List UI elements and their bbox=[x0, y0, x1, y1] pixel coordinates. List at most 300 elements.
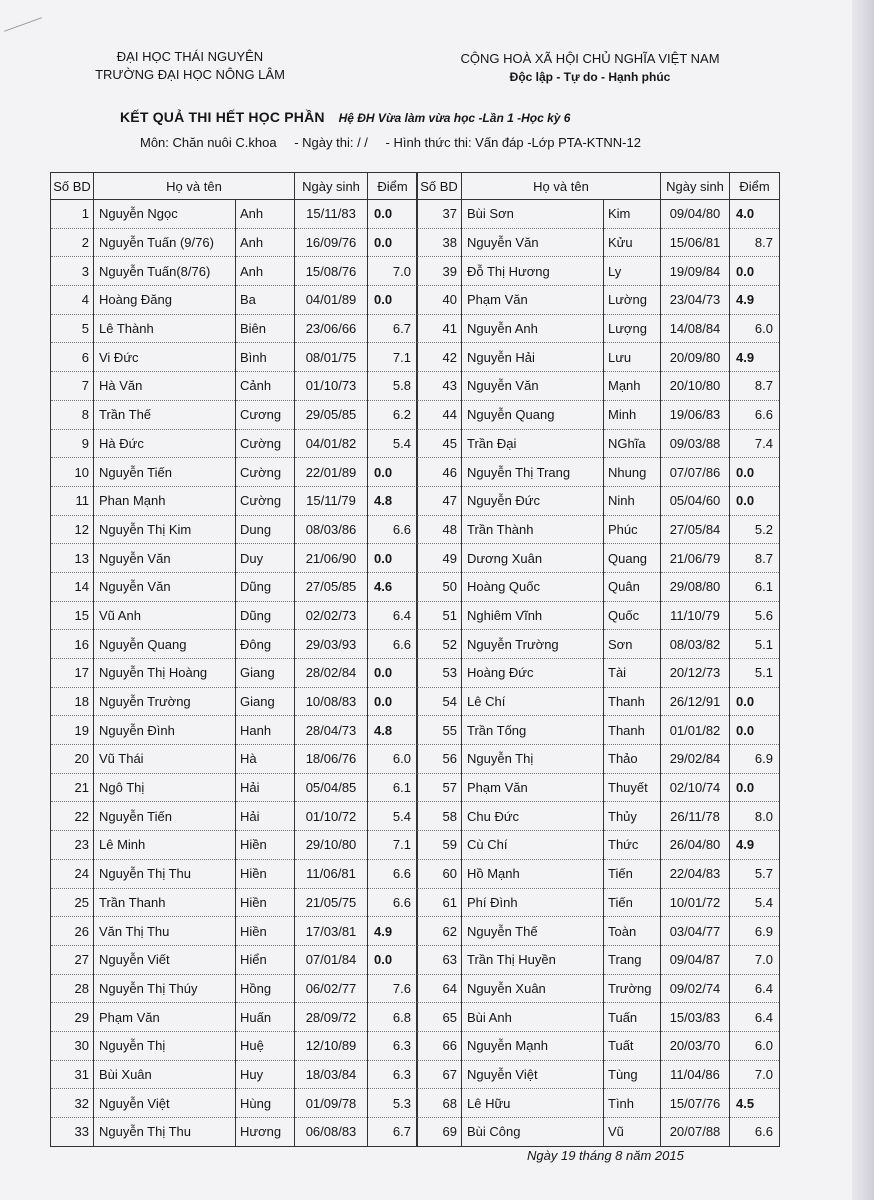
student-number: 40 bbox=[417, 286, 462, 315]
student-dob: 02/10/74 bbox=[661, 773, 730, 802]
student-dob: 23/04/73 bbox=[661, 286, 730, 315]
student-surname: Phạm Văn bbox=[462, 773, 604, 802]
student-given-name: Quốc bbox=[604, 601, 661, 630]
student-dob: 15/08/76 bbox=[295, 257, 368, 286]
student-number: 52 bbox=[417, 630, 462, 659]
student-score: 6.9 bbox=[730, 917, 780, 946]
student-given-name: Dung bbox=[236, 515, 295, 544]
table-row bbox=[417, 1060, 780, 1089]
student-number: 46 bbox=[417, 458, 462, 487]
student-given-name: Biên bbox=[236, 314, 295, 343]
student-surname: Ngô Thị bbox=[94, 773, 236, 802]
student-number: 62 bbox=[417, 917, 462, 946]
student-number: 63 bbox=[417, 945, 462, 974]
student-number: 39 bbox=[417, 257, 462, 286]
student-given-name: Thuyết bbox=[604, 773, 661, 802]
student-score: 4.9 bbox=[368, 917, 418, 946]
student-dob: 22/01/89 bbox=[295, 458, 368, 487]
table-row bbox=[51, 974, 418, 1003]
student-score: 6.6 bbox=[368, 859, 418, 888]
student-dob: 21/05/75 bbox=[295, 888, 368, 917]
country-name: CỘNG HOÀ XÃ HỘI CHỦ NGHĨA VIỆT NAM bbox=[460, 51, 720, 66]
student-score: 4.9 bbox=[730, 286, 780, 315]
student-surname: Trần Tống bbox=[462, 716, 604, 745]
header-ngay-sinh: Ngày sinh bbox=[295, 173, 368, 200]
table-row bbox=[417, 343, 780, 372]
student-number: 5 bbox=[51, 314, 94, 343]
student-number: 54 bbox=[417, 687, 462, 716]
student-number: 19 bbox=[51, 716, 94, 745]
student-score: 4.9 bbox=[730, 343, 780, 372]
student-surname: Dương Xuân bbox=[462, 544, 604, 573]
student-surname: Trần Thị Huyền bbox=[462, 945, 604, 974]
student-dob: 15/11/83 bbox=[295, 200, 368, 229]
student-dob: 29/05/85 bbox=[295, 400, 368, 429]
student-surname: Lê Minh bbox=[94, 831, 236, 860]
student-score: 4.0 bbox=[730, 200, 780, 229]
table-row bbox=[51, 917, 418, 946]
student-number: 50 bbox=[417, 572, 462, 601]
student-given-name: Anh bbox=[236, 200, 295, 229]
student-surname: Đỗ Thị Hương bbox=[462, 257, 604, 286]
student-given-name: Cường bbox=[236, 458, 295, 487]
student-dob: 11/04/86 bbox=[661, 1060, 730, 1089]
document-title: KẾT QUẢ THI HẾT HỌC PHẦN bbox=[120, 109, 325, 125]
student-dob: 20/03/70 bbox=[661, 1031, 730, 1060]
student-given-name: Ba bbox=[236, 286, 295, 315]
student-number: 38 bbox=[417, 228, 462, 257]
table-row bbox=[417, 917, 780, 946]
student-given-name: Tiến bbox=[604, 888, 661, 917]
student-number: 10 bbox=[51, 458, 94, 487]
student-dob: 10/08/83 bbox=[295, 687, 368, 716]
student-score: 0.0 bbox=[368, 286, 418, 315]
student-score: 0.0 bbox=[730, 486, 780, 515]
table-row bbox=[417, 974, 780, 1003]
student-number: 44 bbox=[417, 400, 462, 429]
student-surname: Hà Đức bbox=[94, 429, 236, 458]
student-dob: 29/02/84 bbox=[661, 745, 730, 774]
header-so-bd: Số BD bbox=[51, 173, 94, 200]
student-score: 5.4 bbox=[368, 802, 418, 831]
student-score: 6.0 bbox=[730, 314, 780, 343]
student-given-name: Hùng bbox=[236, 1089, 295, 1118]
student-surname: Nguyễn Thị Thu bbox=[94, 859, 236, 888]
student-dob: 09/03/88 bbox=[661, 429, 730, 458]
student-given-name: Tài bbox=[604, 659, 661, 688]
student-number: 12 bbox=[51, 515, 94, 544]
table-row bbox=[417, 515, 780, 544]
table-row bbox=[51, 630, 418, 659]
student-number: 14 bbox=[51, 572, 94, 601]
table-row bbox=[51, 486, 418, 515]
table-row bbox=[51, 228, 418, 257]
table-row bbox=[51, 200, 418, 229]
student-surname: Nguyễn Ngọc bbox=[94, 200, 236, 229]
student-dob: 01/10/72 bbox=[295, 802, 368, 831]
university-name: ĐẠI HỌC THÁI NGUYÊN bbox=[116, 49, 264, 64]
header-so-bd: Số BD bbox=[417, 173, 462, 200]
student-surname: Hoàng Quốc bbox=[462, 572, 604, 601]
student-number: 65 bbox=[417, 1003, 462, 1032]
student-score: 6.4 bbox=[730, 1003, 780, 1032]
student-surname: Văn Thị Thu bbox=[94, 917, 236, 946]
table-row bbox=[417, 630, 780, 659]
student-surname: Hoàng Đăng bbox=[94, 286, 236, 315]
student-number: 4 bbox=[51, 286, 94, 315]
student-given-name: Anh bbox=[236, 228, 295, 257]
student-given-name: Thanh bbox=[604, 716, 661, 745]
student-given-name: Ly bbox=[604, 257, 661, 286]
student-score: 5.2 bbox=[730, 515, 780, 544]
student-score: 6.4 bbox=[368, 601, 418, 630]
student-given-name: Hiển bbox=[236, 945, 295, 974]
student-given-name: Thanh bbox=[604, 687, 661, 716]
table-row bbox=[417, 716, 780, 745]
student-given-name: Tùng bbox=[604, 1060, 661, 1089]
student-dob: 20/10/80 bbox=[661, 372, 730, 401]
student-given-name: Hiền bbox=[236, 888, 295, 917]
student-number: 47 bbox=[417, 486, 462, 515]
student-number: 28 bbox=[51, 974, 94, 1003]
table-row bbox=[417, 859, 780, 888]
student-dob: 27/05/84 bbox=[661, 515, 730, 544]
table-row bbox=[417, 544, 780, 573]
student-score: 6.7 bbox=[368, 1118, 418, 1147]
student-score: 5.7 bbox=[730, 859, 780, 888]
table-row bbox=[51, 1089, 418, 1118]
student-given-name: Thủy bbox=[604, 802, 661, 831]
student-given-name: Sơn bbox=[604, 630, 661, 659]
student-score: 8.7 bbox=[730, 544, 780, 573]
table-row bbox=[417, 773, 780, 802]
table-row bbox=[51, 429, 418, 458]
student-surname: Nguyễn Thị Thu bbox=[94, 1118, 236, 1147]
student-dob: 07/07/86 bbox=[661, 458, 730, 487]
student-score: 7.0 bbox=[730, 945, 780, 974]
student-surname: Nguyễn Quang bbox=[462, 400, 604, 429]
student-number: 60 bbox=[417, 859, 462, 888]
table-row bbox=[417, 429, 780, 458]
student-dob: 05/04/85 bbox=[295, 773, 368, 802]
student-dob: 20/07/88 bbox=[661, 1118, 730, 1147]
student-surname: Nguyễn Trường bbox=[462, 630, 604, 659]
student-dob: 10/01/72 bbox=[661, 888, 730, 917]
student-surname: Nguyễn Tuấn(8/76) bbox=[94, 257, 236, 286]
table-row bbox=[417, 745, 780, 774]
subject: Môn: Chăn nuôi C.khoa bbox=[140, 135, 277, 150]
student-given-name: Giang bbox=[236, 687, 295, 716]
student-given-name: Tuấn bbox=[604, 1003, 661, 1032]
student-given-name: Lường bbox=[604, 286, 661, 315]
student-score: 6.1 bbox=[368, 773, 418, 802]
student-number: 42 bbox=[417, 343, 462, 372]
student-score: 7.0 bbox=[730, 1060, 780, 1089]
student-given-name: Kim bbox=[604, 200, 661, 229]
student-surname: Nguyễn Thị Kim bbox=[94, 515, 236, 544]
student-number: 59 bbox=[417, 831, 462, 860]
student-number: 53 bbox=[417, 659, 462, 688]
student-surname: Nguyễn Tuấn (9/76) bbox=[94, 228, 236, 257]
table-row bbox=[417, 1089, 780, 1118]
student-number: 26 bbox=[51, 917, 94, 946]
student-dob: 22/04/83 bbox=[661, 859, 730, 888]
student-surname: Bùi Xuân bbox=[94, 1060, 236, 1089]
student-surname: Trần Thành bbox=[462, 515, 604, 544]
student-dob: 20/09/80 bbox=[661, 343, 730, 372]
student-number: 57 bbox=[417, 773, 462, 802]
student-number: 61 bbox=[417, 888, 462, 917]
table-row bbox=[417, 228, 780, 257]
student-score: 5.4 bbox=[730, 888, 780, 917]
student-dob: 18/06/76 bbox=[295, 745, 368, 774]
student-given-name: Trang bbox=[604, 945, 661, 974]
student-number: 24 bbox=[51, 859, 94, 888]
student-number: 45 bbox=[417, 429, 462, 458]
student-number: 31 bbox=[51, 1060, 94, 1089]
student-dob: 29/10/80 bbox=[295, 831, 368, 860]
student-dob: 01/09/78 bbox=[295, 1089, 368, 1118]
student-surname: Cù Chí bbox=[462, 831, 604, 860]
student-given-name: Cường bbox=[236, 486, 295, 515]
student-dob: 15/06/81 bbox=[661, 228, 730, 257]
student-surname: Hoàng Đức bbox=[462, 659, 604, 688]
student-number: 7 bbox=[51, 372, 94, 401]
student-number: 8 bbox=[51, 400, 94, 429]
table-row bbox=[51, 343, 418, 372]
student-number: 68 bbox=[417, 1089, 462, 1118]
student-given-name: Hương bbox=[236, 1118, 295, 1147]
student-score: 4.9 bbox=[730, 831, 780, 860]
national-header bbox=[440, 50, 740, 86]
student-score: 0.0 bbox=[368, 228, 418, 257]
table-row bbox=[417, 200, 780, 229]
student-dob: 21/06/90 bbox=[295, 544, 368, 573]
table-row bbox=[51, 515, 418, 544]
student-number: 3 bbox=[51, 257, 94, 286]
student-number: 9 bbox=[51, 429, 94, 458]
student-given-name: Kửu bbox=[604, 228, 661, 257]
table-row bbox=[417, 1031, 780, 1060]
student-number: 20 bbox=[51, 745, 94, 774]
student-score: 4.5 bbox=[730, 1089, 780, 1118]
student-score: 6.4 bbox=[730, 974, 780, 1003]
student-given-name: Anh bbox=[236, 257, 295, 286]
student-score: 0.0 bbox=[368, 200, 418, 229]
student-surname: Lê Hữu bbox=[462, 1089, 604, 1118]
student-dob: 11/10/79 bbox=[661, 601, 730, 630]
student-number: 41 bbox=[417, 314, 462, 343]
student-dob: 26/04/80 bbox=[661, 831, 730, 860]
student-given-name: Huệ bbox=[236, 1031, 295, 1060]
student-dob: 06/02/77 bbox=[295, 974, 368, 1003]
exam-info bbox=[140, 135, 655, 150]
student-given-name: Hiền bbox=[236, 859, 295, 888]
results-table-left bbox=[50, 172, 418, 1147]
student-dob: 29/08/80 bbox=[661, 572, 730, 601]
student-score: 7.1 bbox=[368, 831, 418, 860]
student-number: 18 bbox=[51, 687, 94, 716]
student-dob: 09/04/80 bbox=[661, 200, 730, 229]
header-ho-ten: Họ và tên bbox=[462, 173, 661, 200]
student-score: 4.8 bbox=[368, 716, 418, 745]
student-score: 5.1 bbox=[730, 659, 780, 688]
student-score: 5.6 bbox=[730, 601, 780, 630]
student-score: 6.0 bbox=[730, 1031, 780, 1060]
student-score: 7.0 bbox=[368, 257, 418, 286]
table-row bbox=[51, 888, 418, 917]
table-row bbox=[417, 257, 780, 286]
student-dob: 15/11/79 bbox=[295, 486, 368, 515]
table-row bbox=[417, 802, 780, 831]
student-surname: Nguyễn Xuân bbox=[462, 974, 604, 1003]
table-row bbox=[417, 458, 780, 487]
header-diem: Điểm bbox=[730, 173, 780, 200]
student-score: 6.9 bbox=[730, 745, 780, 774]
student-surname: Nguyễn Thế bbox=[462, 917, 604, 946]
student-dob: 23/06/66 bbox=[295, 314, 368, 343]
student-score: 0.0 bbox=[368, 687, 418, 716]
table-row bbox=[51, 1118, 418, 1147]
student-number: 66 bbox=[417, 1031, 462, 1060]
student-number: 11 bbox=[51, 486, 94, 515]
student-score: 6.3 bbox=[368, 1031, 418, 1060]
table-row bbox=[51, 687, 418, 716]
student-dob: 09/04/87 bbox=[661, 945, 730, 974]
student-surname: Nguyễn Văn bbox=[462, 372, 604, 401]
student-given-name: NGhĩa bbox=[604, 429, 661, 458]
student-number: 32 bbox=[51, 1089, 94, 1118]
student-dob: 01/01/82 bbox=[661, 716, 730, 745]
table-row bbox=[417, 945, 780, 974]
student-number: 48 bbox=[417, 515, 462, 544]
student-number: 17 bbox=[51, 659, 94, 688]
student-number: 2 bbox=[51, 228, 94, 257]
header-diem: Điểm bbox=[368, 173, 418, 200]
exam-format: - Hình thức thi: Vấn đáp -Lớp PTA-KTNN-12 bbox=[385, 135, 641, 150]
student-dob: 17/03/81 bbox=[295, 917, 368, 946]
table-row bbox=[51, 400, 418, 429]
student-score: 0.0 bbox=[730, 716, 780, 745]
student-dob: 04/01/82 bbox=[295, 429, 368, 458]
student-dob: 20/12/73 bbox=[661, 659, 730, 688]
table-row bbox=[51, 659, 418, 688]
institution-header bbox=[60, 48, 320, 84]
student-dob: 15/03/83 bbox=[661, 1003, 730, 1032]
student-number: 1 bbox=[51, 200, 94, 229]
student-surname: Nguyễn Văn bbox=[94, 544, 236, 573]
student-dob: 15/07/76 bbox=[661, 1089, 730, 1118]
student-given-name: Hiền bbox=[236, 917, 295, 946]
student-surname: Trần Thanh bbox=[94, 888, 236, 917]
student-score: 6.6 bbox=[368, 630, 418, 659]
student-score: 5.3 bbox=[368, 1089, 418, 1118]
student-surname: Trần Đại bbox=[462, 429, 604, 458]
table-row bbox=[51, 601, 418, 630]
student-given-name: Mạnh bbox=[604, 372, 661, 401]
student-number: 29 bbox=[51, 1003, 94, 1032]
student-given-name: Hải bbox=[236, 773, 295, 802]
results-table-right bbox=[416, 172, 780, 1147]
student-surname: Nguyễn Thị Thúy bbox=[94, 974, 236, 1003]
signing-date: Ngày 19 tháng 8 năm 2015 bbox=[527, 1148, 684, 1163]
student-surname: Nguyễn Việt bbox=[462, 1060, 604, 1089]
student-given-name: Quân bbox=[604, 572, 661, 601]
student-dob: 04/01/89 bbox=[295, 286, 368, 315]
student-number: 37 bbox=[417, 200, 462, 229]
student-surname: Nguyễn Tiến bbox=[94, 802, 236, 831]
student-score: 6.2 bbox=[368, 400, 418, 429]
student-surname: Nguyễn Việt bbox=[94, 1089, 236, 1118]
table-row bbox=[417, 888, 780, 917]
table-row bbox=[417, 601, 780, 630]
student-number: 23 bbox=[51, 831, 94, 860]
student-score: 7.1 bbox=[368, 343, 418, 372]
student-score: 4.6 bbox=[368, 572, 418, 601]
student-given-name: Hanh bbox=[236, 716, 295, 745]
table-row bbox=[51, 716, 418, 745]
student-given-name: Thức bbox=[604, 831, 661, 860]
student-score: 6.0 bbox=[368, 745, 418, 774]
student-number: 16 bbox=[51, 630, 94, 659]
student-number: 43 bbox=[417, 372, 462, 401]
student-surname: Nguyễn Đức bbox=[462, 486, 604, 515]
student-surname: Nguyễn Tiến bbox=[94, 458, 236, 487]
table-row bbox=[417, 486, 780, 515]
student-dob: 11/06/81 bbox=[295, 859, 368, 888]
student-dob: 01/10/73 bbox=[295, 372, 368, 401]
student-surname: Hồ Mạnh bbox=[462, 859, 604, 888]
scan-edge bbox=[852, 0, 874, 1200]
student-given-name: Huấn bbox=[236, 1003, 295, 1032]
student-given-name: Cường bbox=[236, 429, 295, 458]
table-row bbox=[51, 945, 418, 974]
table-row bbox=[417, 286, 780, 315]
student-given-name: Duy bbox=[236, 544, 295, 573]
student-dob: 19/06/83 bbox=[661, 400, 730, 429]
table-row bbox=[417, 372, 780, 401]
student-number: 67 bbox=[417, 1060, 462, 1089]
student-surname: Hà Văn bbox=[94, 372, 236, 401]
student-surname: Vi Đức bbox=[94, 343, 236, 372]
student-score: 8.0 bbox=[730, 802, 780, 831]
student-score: 6.8 bbox=[368, 1003, 418, 1032]
table-row bbox=[417, 314, 780, 343]
student-given-name: Quang bbox=[604, 544, 661, 573]
student-score: 8.7 bbox=[730, 228, 780, 257]
student-surname: Nguyễn Thị bbox=[462, 745, 604, 774]
student-given-name: Bình bbox=[236, 343, 295, 372]
student-score: 8.7 bbox=[730, 372, 780, 401]
student-dob: 29/03/93 bbox=[295, 630, 368, 659]
student-number: 25 bbox=[51, 888, 94, 917]
student-score: 6.1 bbox=[730, 572, 780, 601]
student-number: 21 bbox=[51, 773, 94, 802]
student-number: 30 bbox=[51, 1031, 94, 1060]
student-given-name: Vũ bbox=[604, 1118, 661, 1147]
student-given-name: Lưu bbox=[604, 343, 661, 372]
student-dob: 08/01/75 bbox=[295, 343, 368, 372]
student-given-name: Cảnh bbox=[236, 372, 295, 401]
student-surname: Nguyễn Văn bbox=[94, 572, 236, 601]
student-number: 55 bbox=[417, 716, 462, 745]
student-given-name: Nhung bbox=[604, 458, 661, 487]
header-ho-ten: Họ và tên bbox=[94, 173, 295, 200]
student-score: 0.0 bbox=[368, 458, 418, 487]
student-surname: Nguyễn Hải bbox=[462, 343, 604, 372]
student-score: 6.6 bbox=[368, 515, 418, 544]
student-given-name: Hiền bbox=[236, 831, 295, 860]
